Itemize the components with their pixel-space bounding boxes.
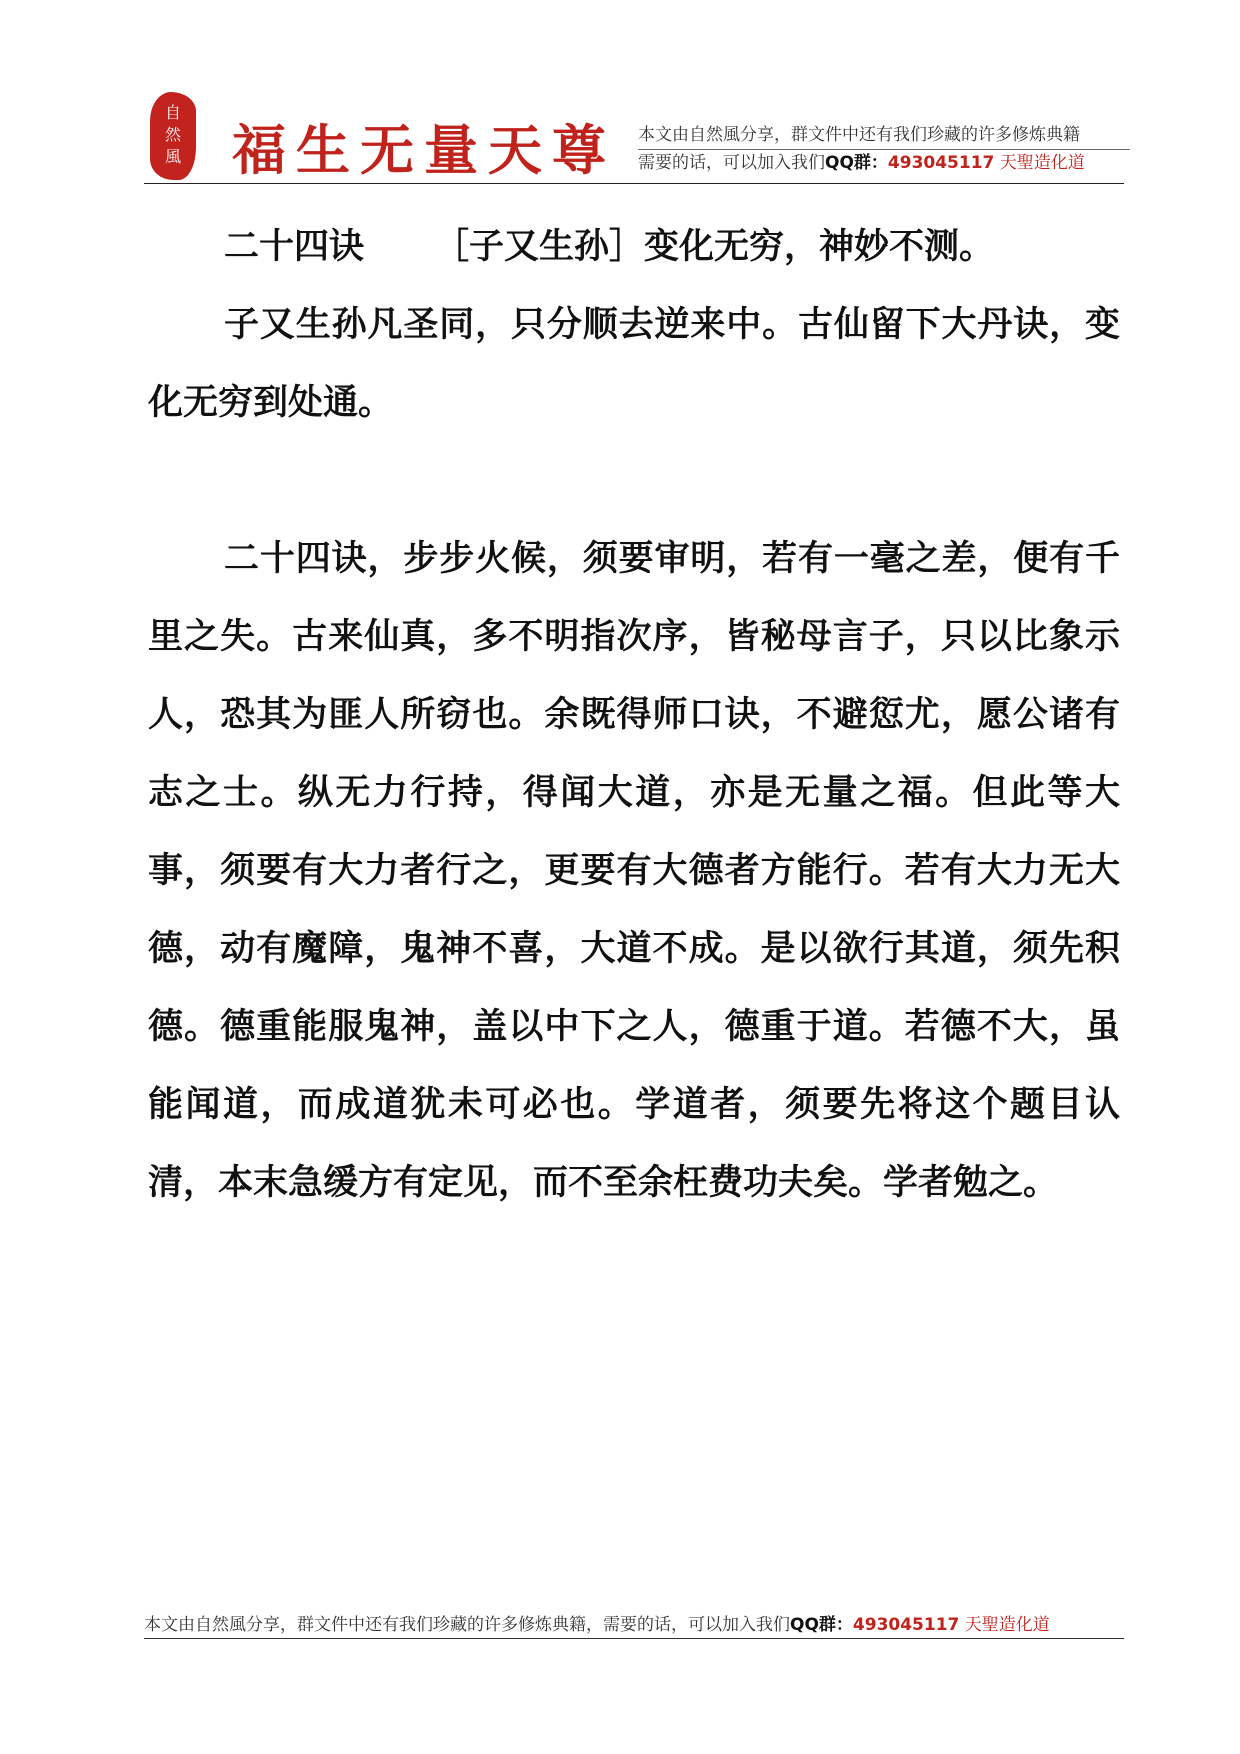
header-note-line2: [638, 150, 1130, 177]
header-note: [638, 122, 1130, 177]
header-note-prefix: 需要的话，可以加入我们: [638, 153, 825, 173]
document-body: [148, 208, 1120, 1222]
section-heading: [148, 208, 1120, 286]
header-qq-label: QQ群：: [825, 153, 888, 173]
heading-subtitle: ［子又生孙］变化无穷，神妙不测。: [434, 227, 995, 267]
footer-qq-number: 493045117: [852, 1615, 960, 1635]
ziranfeng-seal-logo: [150, 92, 196, 180]
header-qq-number: 493045117: [887, 153, 995, 173]
header-slogan: 福生无量天尊: [232, 118, 616, 182]
seal-char: 然: [164, 125, 181, 144]
seal-char: 自: [164, 103, 181, 122]
commentary-paragraph: 二十四诀，步步火候，须要审明，若有一毫之差，便有千里之失。古来仙真，多不明指次序，皆秘母言子，只以比象示人，恐其为匪人所窃也。余既得师口诀，不避愆尤，愿公诸有志之士。纵无力行持，得闻大道，亦是无量之福。但此等大事，须要有大力者行之，更要有大德者方能行。若有大力无大德，动有魔障，鬼神不喜，大道不成。是以欲行其道，须先积德。德重能服鬼神，盖以中下之人，德重于道。若德不大，虽能闻道，而成道犹未可必也。学道者，须要先将这个题目认清，本末急缓方有定见，而不至余枉费功夫矣。学者勉之。: [148, 539, 1120, 1203]
header-group-name: 天聖造化道: [999, 153, 1085, 173]
heading-title: 二十四诀: [224, 227, 365, 267]
footer-text: 本文由自然風分享，群文件中还有我们珍藏的许多修炼典籍，需要的话，可以加入我们: [144, 1615, 790, 1635]
header-divider: [144, 183, 1124, 184]
footer-qq-label: QQ群：: [790, 1615, 853, 1635]
header-note-line1: 本文由自然風分享，群文件中还有我们珍藏的许多修炼典籍: [638, 122, 1130, 150]
verse-paragraph: 子又生孙凡圣同，只分顺去逆来中。古仙留下大丹诀，变化无穷到处通。: [148, 305, 1120, 423]
page-footer: [144, 1612, 1124, 1639]
paragraph-spacer: [148, 442, 1120, 520]
seal-char: 風: [164, 147, 181, 166]
footer-group-name: 天聖造化道: [964, 1615, 1050, 1635]
page-header: [144, 92, 1124, 184]
